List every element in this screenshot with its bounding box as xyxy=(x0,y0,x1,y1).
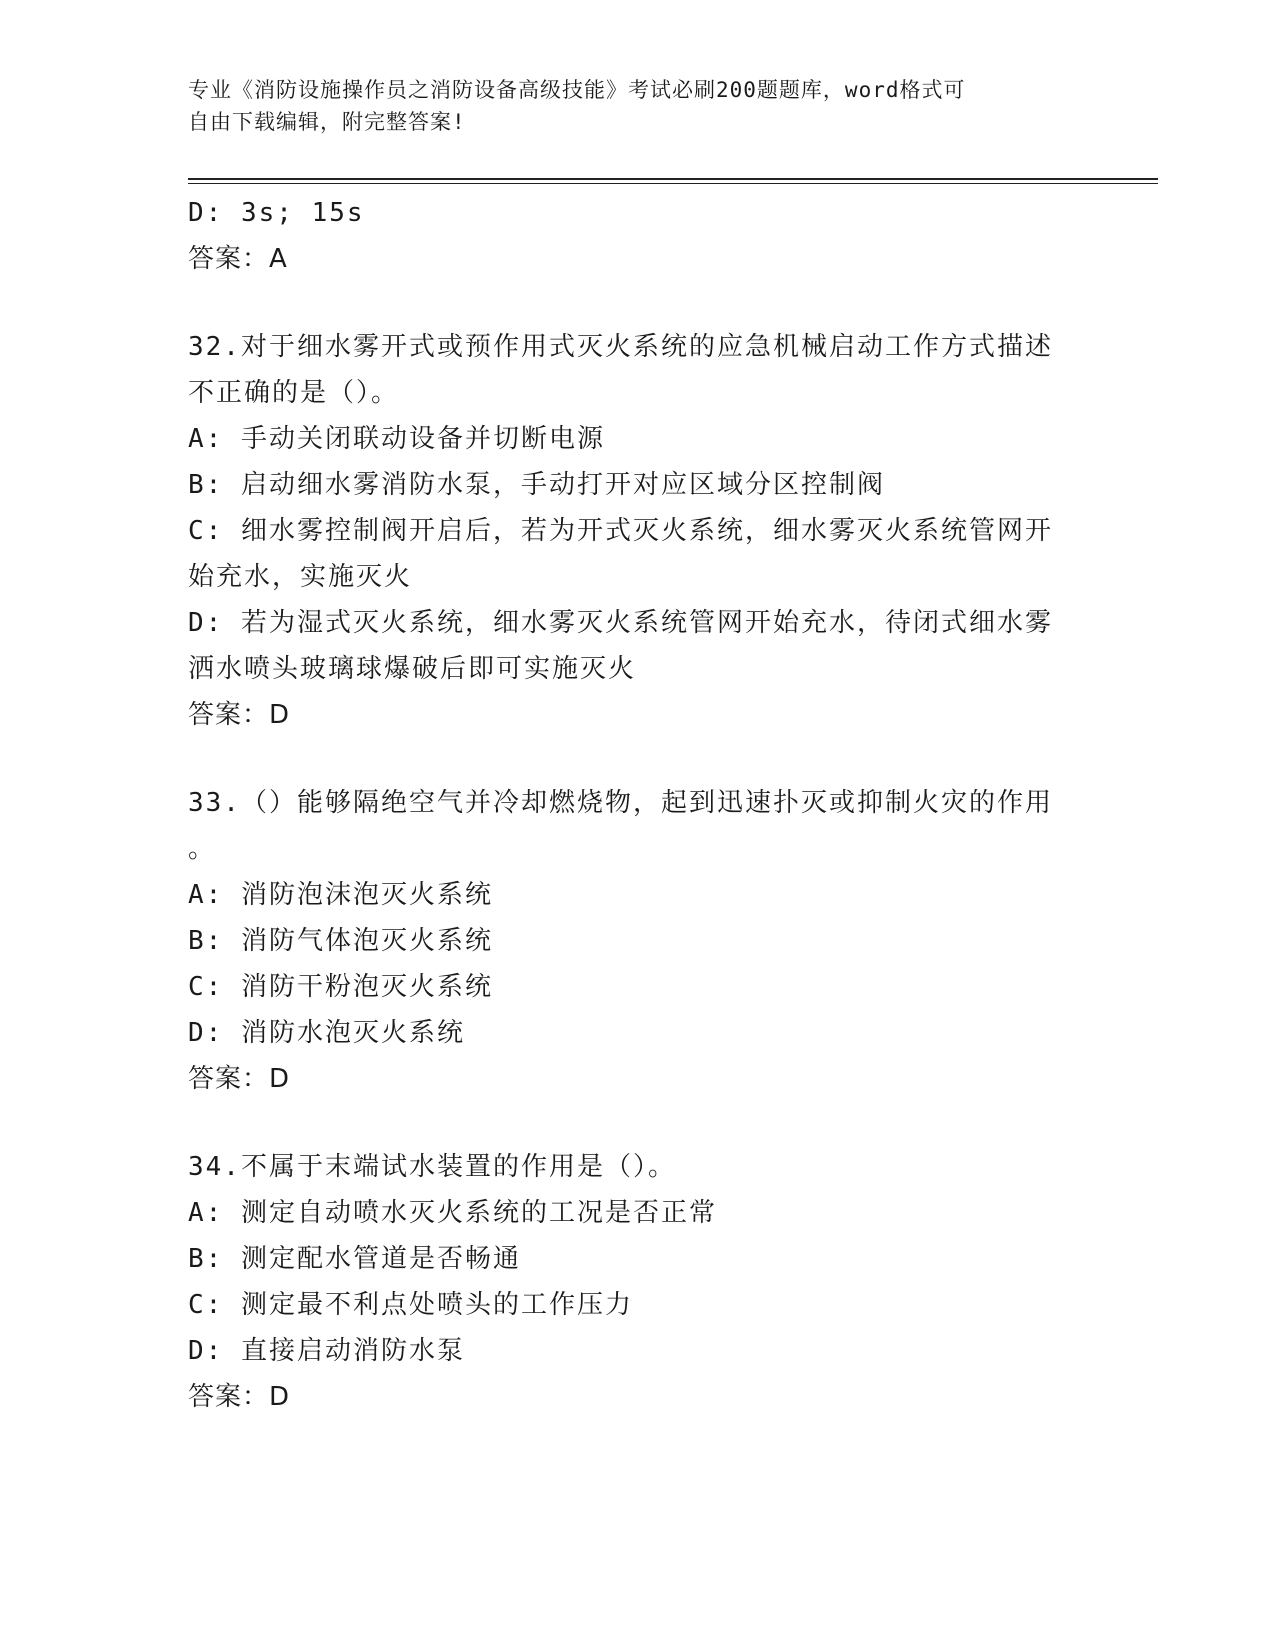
option-d: D: 3s; 15s xyxy=(188,198,365,228)
option-c-continued: 始充水，实施灭火 xyxy=(188,562,413,592)
answer-line: 答案：D xyxy=(188,1064,291,1094)
header-title-line-2: 自由下载编辑，附完整答案! xyxy=(188,110,466,134)
answer-line: 答案：A xyxy=(188,244,288,274)
option-d: D: 直接启动消防水泵 xyxy=(188,1336,465,1366)
option-b: B: 测定配水管道是否畅通 xyxy=(188,1244,521,1274)
header-title-line-1: 专业《消防设施操作员之消防设备高级技能》考试必刷200题题库，word格式可 xyxy=(188,78,966,102)
option-c: C: 测定最不利点处喷头的工作压力 xyxy=(188,1290,633,1320)
question-stem: 32.对于细水雾开式或预作用式灭火系统的应急机械启动工作方式描述 xyxy=(188,332,1053,362)
spacer xyxy=(188,1102,1088,1144)
spacer xyxy=(188,738,1088,780)
previous-question-tail xyxy=(188,190,1088,282)
option-d: D: 若为湿式灭火系统，细水雾灭火系统管网开始充水，待闭式细水雾 xyxy=(188,608,1053,638)
question-stem-continued: 不正确的是（）。 xyxy=(188,378,400,408)
option-a: A: 消防泡沫泡灭火系统 xyxy=(188,880,493,910)
question-34 xyxy=(188,1144,1088,1420)
question-stem: 34.不属于末端试水装置的作用是（）。 xyxy=(188,1152,676,1182)
option-c: C: 细水雾控制阀开启后，若为开式灭火系统，细水雾灭火系统管网开 xyxy=(188,516,1053,546)
document-header xyxy=(188,74,1068,138)
question-stem: 33.（）能够隔绝空气并冷却燃烧物，起到迅速扑灭或抑制火灾的作用 xyxy=(188,788,1053,818)
question-32 xyxy=(188,324,1088,738)
header-divider-thick xyxy=(188,178,1158,180)
spacer xyxy=(188,282,1088,324)
option-d: D: 消防水泡灭火系统 xyxy=(188,1018,465,1048)
option-d-continued: 洒水喷头玻璃球爆破后即可实施灭火 xyxy=(188,654,637,684)
option-b: B: 消防气体泡灭火系统 xyxy=(188,926,493,956)
option-a: A: 手动关闭联动设备并切断电源 xyxy=(188,424,605,454)
answer-line: 答案：D xyxy=(188,1382,291,1412)
question-33 xyxy=(188,780,1088,1102)
option-c: C: 消防干粉泡灭火系统 xyxy=(188,972,493,1002)
header-divider-thin xyxy=(188,183,1158,184)
question-list xyxy=(188,190,1088,1420)
question-stem-continued: 。 xyxy=(188,834,217,864)
option-b: B: 启动细水雾消防水泵，手动打开对应区域分区控制阀 xyxy=(188,470,885,500)
option-a: A: 测定自动喷水灭火系统的工况是否正常 xyxy=(188,1198,717,1228)
answer-line: 答案：D xyxy=(188,700,291,730)
